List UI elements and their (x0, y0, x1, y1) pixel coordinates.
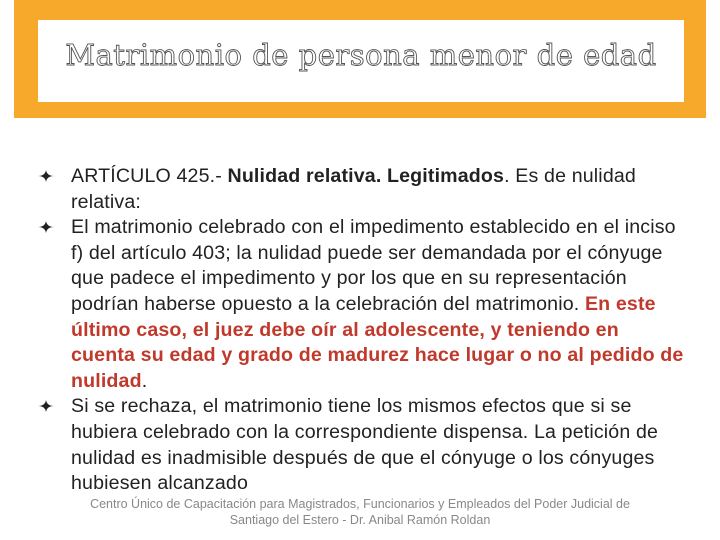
article-intro: . Es de nulidad relativa: (71, 165, 636, 213)
bullet-3-text: Si se rechaza, el matrimonio tiene los mismos efectos que si se hubiera celebrado con la correspondiente dispensa. La petición de nulidad es inadmisible después de que el cónyuge o los cónyuges hubiesen alcanzado (71, 395, 659, 495)
bullet-2 (36, 215, 686, 394)
bullet-2-end: . (141, 369, 148, 392)
slide-content (36, 164, 686, 497)
sparkle-icon (36, 399, 56, 413)
bullet-2-text: El matrimonio celebrado con el impedimento establecido en el inciso f) del artículo 403; la nulidad puede ser demandada por el cónyuge que padece el impedimento y por los que en su representación podrían haberse opuesto a la celebración del matrimonio. (71, 216, 676, 315)
footer-line-1: Centro Único de Capacitación para Magistrados, Funcionarios y Empleados del Poder Judicial de (90, 497, 630, 511)
article-subject: Nulidad relativa. Legitimados (227, 165, 505, 187)
bullet-3 (36, 394, 686, 496)
highlighted-text: En este último caso, el juez debe oír al adolescente, y teniendo en cuenta su edad y grado de madurez hace lugar o no al pedido de nulidad (71, 292, 684, 392)
title-box (38, 20, 684, 102)
sparkle-icon (36, 220, 56, 234)
slide-title: Matrimonio de persona menor de edad (65, 38, 657, 72)
bullet-1 (36, 164, 686, 215)
sparkle-icon (36, 169, 56, 183)
article-heading: ARTÍCULO 425.- (71, 165, 228, 187)
footer-line-2: Santiago del Estero - Dr. Anibal Ramón Roldan (229, 513, 491, 527)
